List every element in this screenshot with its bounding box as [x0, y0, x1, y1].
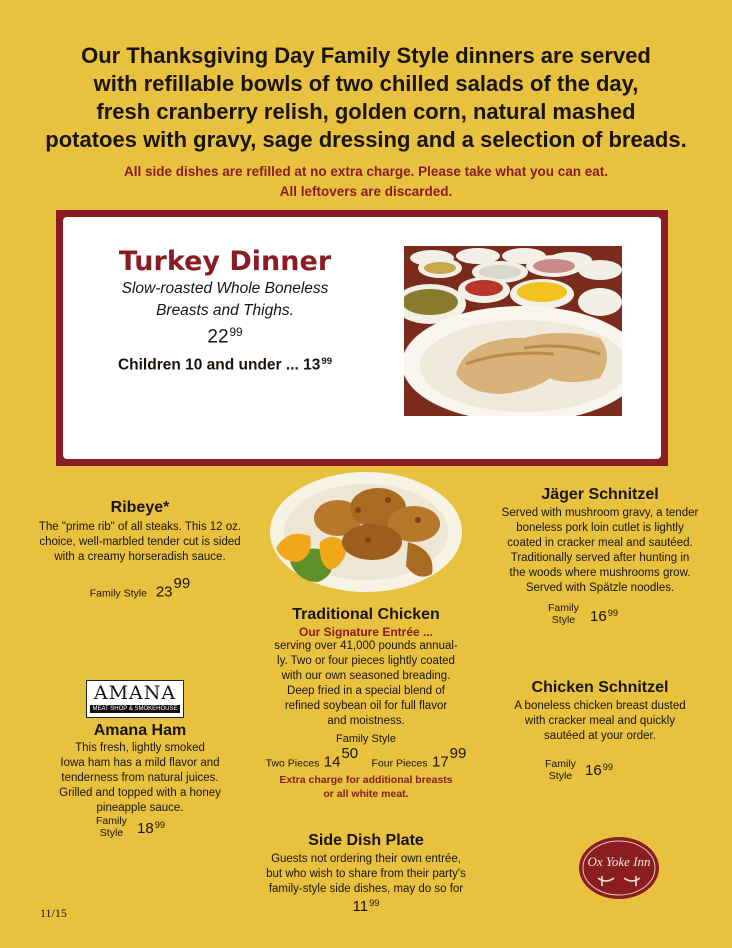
desc-line: with a creamy horseradish sauce. — [54, 551, 226, 563]
desc-line: A boneless chicken breast dusted — [514, 700, 686, 712]
desc-line: tenderness from natural juices. — [61, 772, 219, 784]
two-pieces-cents: 50 — [341, 745, 359, 762]
two-pieces-price: 14 — [323, 753, 341, 771]
desc-line: Traditionally served after hunting in — [510, 552, 690, 564]
jager-title: Jäger Schnitzel — [541, 486, 659, 503]
note-line: All side dishes are refilled at no extra charge. Please take what you can eat. — [124, 164, 608, 179]
intro-line: with refillable bowls of two chilled salads of the day, — [93, 71, 639, 96]
family-line: Family — [96, 815, 127, 827]
price-cents: 99 — [369, 898, 380, 908]
desc-line: Served with Spätzle noodles. — [525, 582, 675, 594]
desc-line: This fresh, lightly smoked — [75, 742, 205, 754]
family-line: Family — [548, 602, 579, 614]
price-main: 18 — [137, 820, 154, 838]
price-main: 16 — [590, 608, 607, 626]
desc-line: with cracker meal and quickly — [524, 715, 676, 727]
desc-line: and moistness. — [327, 715, 405, 727]
jager-schnitzel-item — [480, 486, 720, 596]
amana-logo-sub: MEAT SHOP & SMOKEHOUSE — [90, 705, 180, 713]
desc-line: Iowa ham has a mild flavor and — [60, 757, 220, 769]
ribeye-item — [20, 499, 260, 601]
logo-name: Ox Yoke Inn — [587, 854, 651, 869]
side-price — [248, 898, 484, 915]
desc-line: but who wish to share from their party's — [266, 868, 466, 880]
price-cents: 99 — [154, 820, 166, 830]
ribeye-price — [20, 575, 260, 601]
chicken-extra-charge — [248, 773, 484, 801]
refill-note — [60, 162, 672, 202]
price-main: 11 — [352, 898, 369, 916]
amana-ham-item — [20, 722, 260, 816]
traditional-chicken-item — [248, 606, 484, 801]
turkey-price — [86, 326, 364, 348]
side-dish-item — [248, 832, 484, 915]
desc-line: sautéed at your order. — [544, 730, 656, 742]
chicken-schnitzel-title: Chicken Schnitzel — [531, 679, 669, 696]
two-pieces-label: Two Pieces — [265, 757, 320, 770]
turkey-description — [86, 278, 364, 322]
footer-date: 11/15 — [40, 906, 67, 920]
side-description — [248, 852, 484, 897]
family-line: Style — [548, 770, 573, 782]
intro-line: potatoes with gravy, sage dressing and a selection of breads. — [45, 127, 687, 152]
desc-line: the woods where mushrooms grow. — [509, 567, 691, 579]
desc-line: refined soybean oil for full flavor — [284, 700, 448, 712]
amana-price — [137, 820, 165, 837]
four-pieces-cents: 99 — [449, 745, 467, 762]
desc-line: ly. Two or four pieces lightly coated — [277, 655, 455, 667]
desc-line: boneless pork loin cutlet is lightly — [516, 522, 684, 534]
turkey-photo — [404, 246, 622, 416]
family-label: Family Style — [89, 587, 147, 600]
amana-description — [20, 741, 260, 816]
desc-line: choice, well-marbled tender cut is sided — [39, 536, 241, 548]
ribeye-title: Ribeye* — [110, 499, 170, 516]
extra-line: Extra charge for additional breasts — [279, 774, 453, 787]
jager-description — [480, 506, 720, 596]
desc-line: The "prime rib" of all steaks. This 12 oz. — [38, 521, 242, 533]
intro-line: fresh cranberry relish, golden corn, natural mashed — [96, 99, 636, 124]
desc-line: Breasts and Thighs. — [156, 302, 294, 319]
intro-line: Our Thanksgiving Day Family Style dinners are served — [81, 43, 651, 68]
amana-family-label — [96, 815, 127, 839]
note-line: All leftovers are discarded. — [279, 184, 453, 199]
price-cents: 99 — [607, 608, 619, 618]
chicken-subtitle: Our Signature Entrée ... — [298, 625, 434, 639]
price-cents: 99 — [602, 762, 614, 772]
desc-line: Served with mushroom gravy, a tender — [501, 507, 699, 519]
ox-yoke-inn-logo — [578, 836, 660, 900]
chicken-title: Traditional Chicken — [292, 606, 440, 623]
children-cents: 99 — [321, 356, 333, 367]
family-line: Style — [551, 614, 576, 626]
price-main: 22 — [207, 326, 229, 348]
desc-line: serving over 41,000 pounds annual- — [274, 640, 458, 652]
chicken-schnitzel-description — [480, 699, 720, 744]
turkey-children-price — [86, 356, 364, 374]
amana-logo — [86, 680, 184, 718]
chicken-photo — [268, 470, 464, 594]
chicken-schnitzel-family-label — [545, 758, 576, 782]
price-main: 16 — [585, 762, 602, 780]
chicken-prices — [248, 745, 484, 771]
children-label: Children 10 and under ... 13 — [117, 356, 321, 374]
amana-title: Amana Ham — [93, 722, 187, 739]
price-cents: 99 — [173, 575, 191, 592]
family-line: Family — [545, 758, 576, 770]
four-pieces-price: 17 — [431, 753, 449, 771]
desc-line: coated in cracker meal and sautéed. — [507, 537, 693, 549]
intro-text — [30, 42, 702, 154]
ribeye-description — [20, 520, 260, 565]
price-main: 23 — [155, 583, 173, 601]
desc-line: pineapple sauce. — [96, 802, 184, 814]
desc-line: with our own seasoned breading. — [281, 670, 451, 682]
side-title: Side Dish Plate — [308, 832, 424, 849]
turkey-title: Turkey Dinner — [118, 246, 332, 277]
desc-line: family-style side dishes, may do so for — [268, 883, 464, 895]
amana-logo-text: AMANA — [93, 682, 177, 704]
family-line: Style — [99, 827, 124, 839]
jager-price — [590, 608, 618, 625]
chicken-family-label: Family Style — [336, 733, 396, 745]
chicken-schnitzel-item — [480, 679, 720, 744]
chicken-description — [248, 639, 484, 729]
chicken-schnitzel-price — [585, 762, 613, 779]
jager-family-label — [548, 602, 579, 626]
extra-line: or all white meat. — [323, 788, 409, 801]
desc-line: Guests not ordering their own entrée, — [271, 853, 461, 865]
desc-line: Grilled and topped with a honey — [59, 787, 221, 799]
four-pieces-label: Four Pieces — [371, 757, 428, 770]
desc-line: Slow-roasted Whole Boneless — [121, 280, 329, 297]
price-cents: 99 — [229, 326, 243, 339]
desc-line: Deep fried in a special blend of — [287, 685, 445, 697]
